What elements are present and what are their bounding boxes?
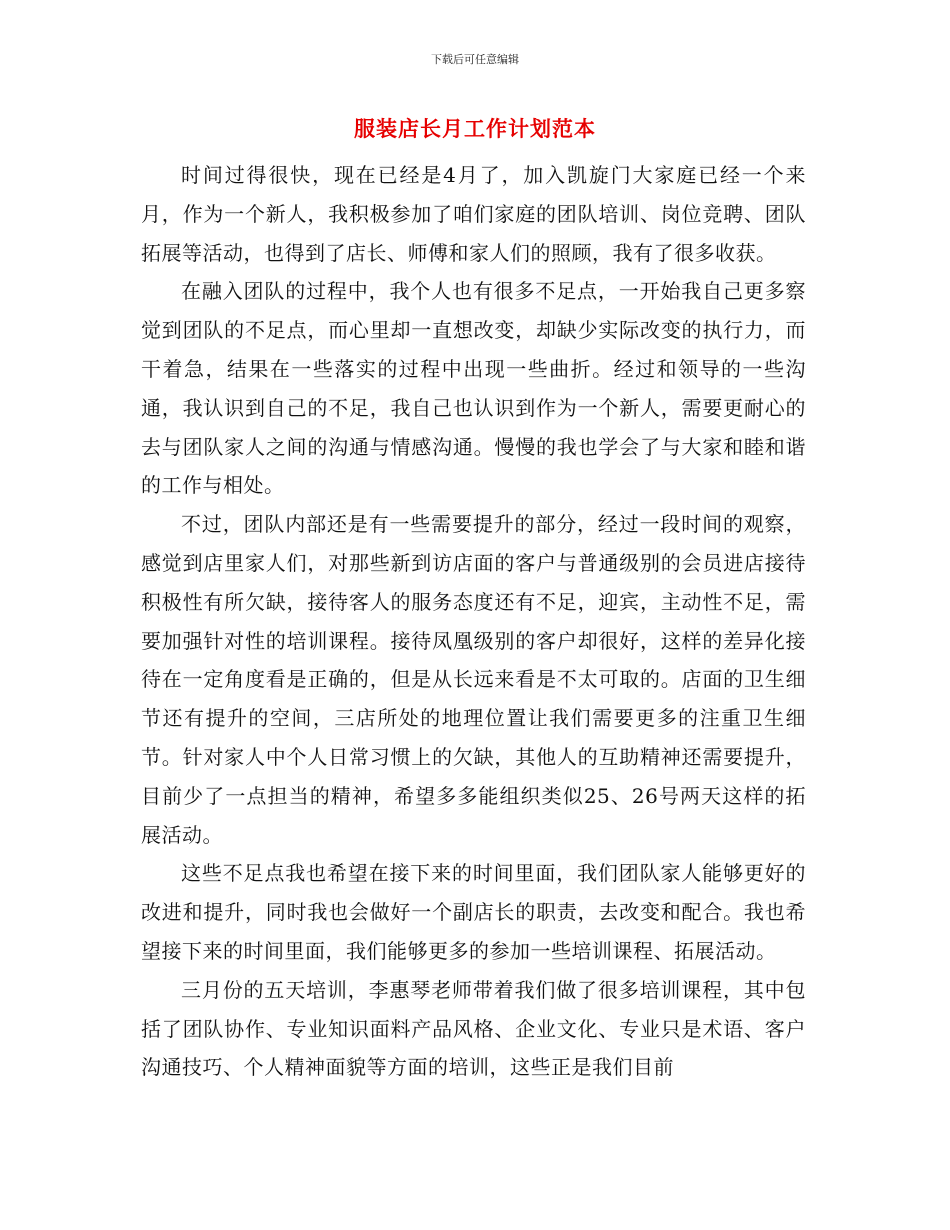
paragraph-1: 时间过得很快，现在已经是4月了，加入凯旋门大家庭已经一个来月，作为一个新人，我积极参加了咱们家庭的团队培训、岗位竞聘、团队拓展等活动，也得到了店长、师傅和家人们的照顾，我有了很多收获。	[141, 163, 806, 265]
paragraph-5: 三月份的五天培训，李惠琴老师带着我们做了很多培训课程，其中包括了团队协作、专业知识面料产品风格、企业文化、专业只是术语、客户沟通技巧、个人精神面貌等方面的培训，这些正是我们目前	[141, 977, 806, 1080]
page-header-note: 下载后可任意编辑	[431, 53, 519, 66]
document-title: 服装店长月工作计划范本	[354, 116, 596, 141]
paragraph-2: 在融入团队的过程中，我个人也有很多不足点，一开始我自己更多察觉到团队的不足点，而心里却一直想改变，却缺少实际改变的执行力，而干着急，结果在一些落实的过程中出现一些曲折。经过和领导的一些沟通，我认识到自己的不足，我自己也认识到作为一个新人，需要更耐心的去与团队家人之间的沟通与情感沟通。慢慢的我也学会了与大家和睦和谐的工作与相处。	[141, 279, 806, 498]
paragraph-3: 不过，团队内部还是有一些需要提升的部分，经过一段时间的观察，感觉到店里家人们，对那些新到访店面的客户与普通级别的会员进店接待积极性有所欠缺，接待客人的服务态度还有不足，迎宾，主动性不足，需要加强针对性的培训课程。接待凤凰级别的客户却很好，这样的差异化接待在一定角度看是正确的，但是从长远来看是不太可取的。店面的卫生细节还有提升的空间，三店所处的地理位置让我们需要更多的注重卫生细节。针对家人中个人日常习惯上的欠缺，其他人的互助精神还需要提升，目前少了一点担当的精神，希望多多能组织类似25、26号两天这样的拓展活动。	[141, 512, 806, 847]
paragraph-4: 这些不足点我也希望在接下来的时间里面，我们团队家人能够更好的改进和提升，同时我也会做好一个副店长的职责，去改变和配合。我也希望接下来的时间里面，我们能够更多的参加一些培训课程、拓展活动。	[141, 861, 806, 963]
document-body	[141, 156, 806, 1087]
